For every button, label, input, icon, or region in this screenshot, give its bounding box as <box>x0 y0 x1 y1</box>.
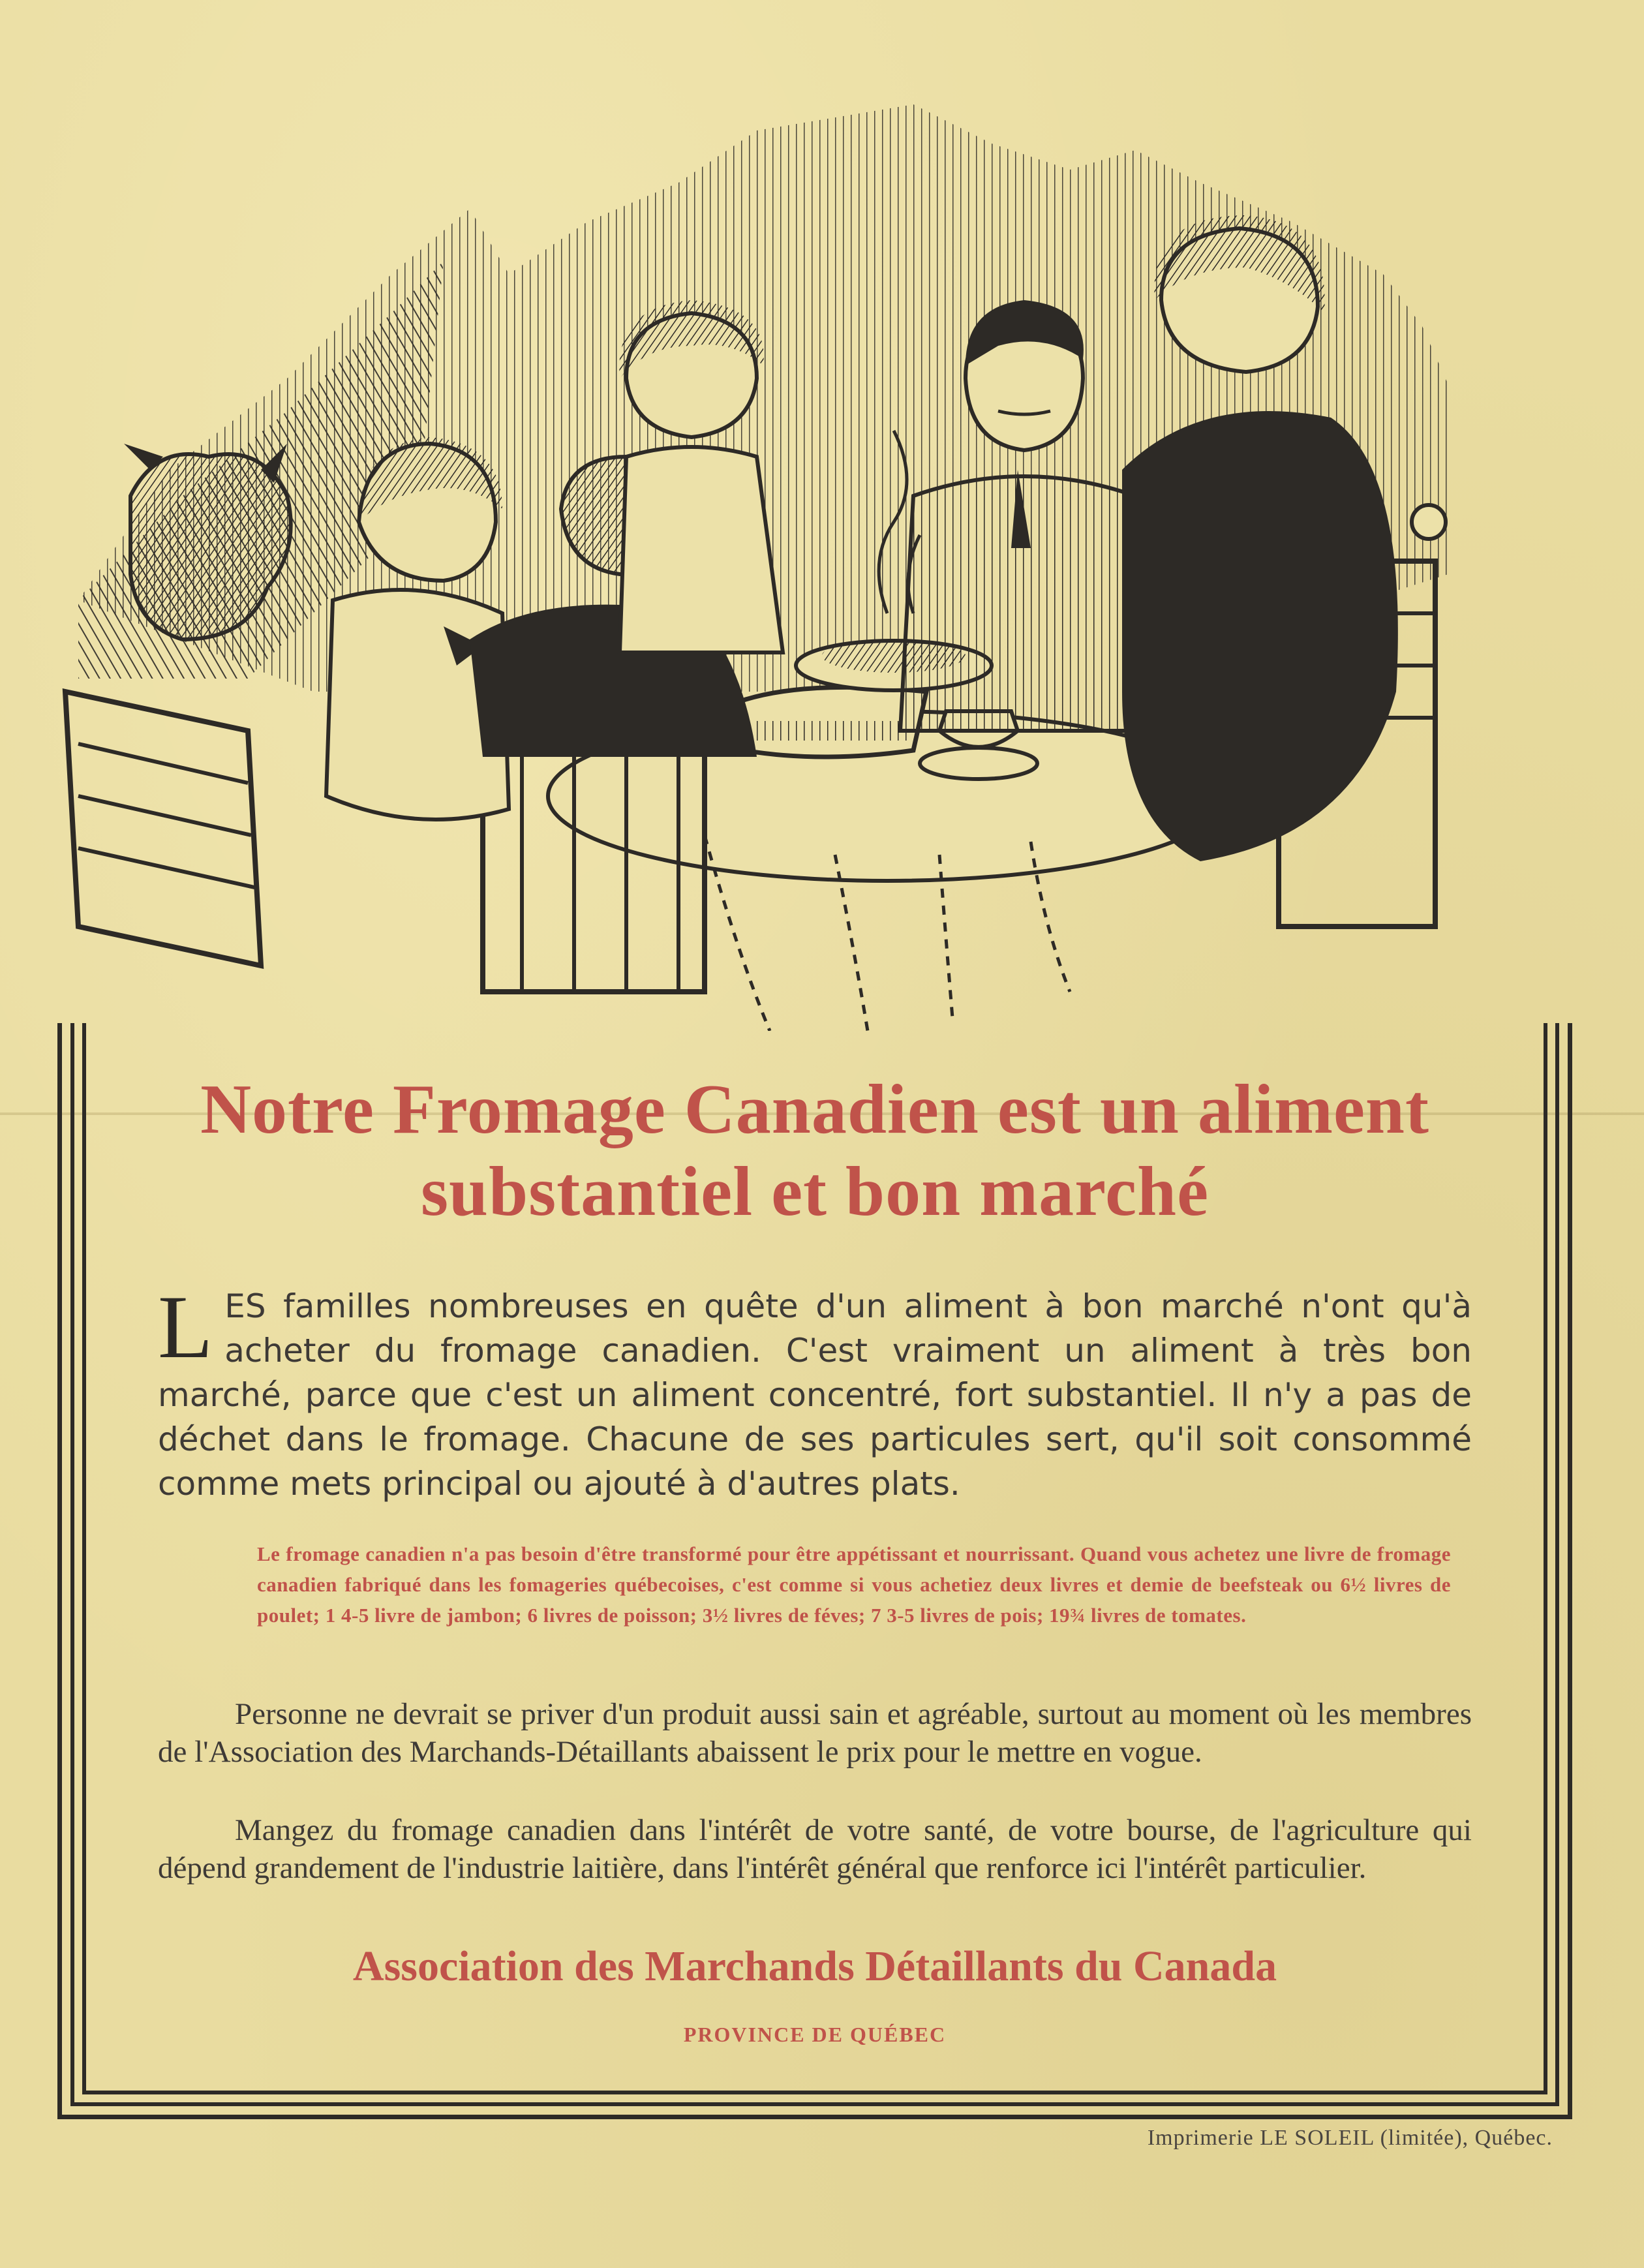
association-signature: Association des Marchands Détaillants du Canada <box>352 1942 1277 1990</box>
province-label: PROVINCE DE QUÉBEC <box>683 2023 947 2046</box>
printer-imprint: Imprimerie LE SOLEIL (limitée), Québec. <box>1147 2126 1553 2150</box>
body-paragraph-2: Personne ne devrait se priver d'un produit aussi sain et agréable, surtout au moment où les membres de l'Association des Marchands-Détaillants abaissent le prix pour le mettre en vogue. <box>158 1697 1472 1769</box>
title-line-2: substantiel et bon marché <box>420 1153 1210 1231</box>
comparison-paragraph: Le fromage canadien n'a pas besoin d'être transformé pour être appétissant et nourrissant. Quand vous achetez une livre de fromage canadien fabriqué dans les fomageries québecoises, c'est comme si vous achetiez deux livres et demie de beefsteak ou 6½ livres de poulet; 1 4-5 livre de jambon; 6 livres de poisson; 3½ livres de féves; 7 3-5 livres de pois; 19¾ livres de tomates. <box>257 1542 1451 1627</box>
body-paragraph-3: Mangez du fromage canadien dans l'intérêt de votre santé, de votre bourse, de l'agriculture qui dépend grandement de l'industrie laitière, dans l'intérêt général que renforce ici l'intérêt particulier. <box>158 1813 1472 1885</box>
family-dinner-illustration <box>52 104 1579 1031</box>
woman-serving-figure <box>619 300 783 652</box>
text-frame <box>57 1023 1572 2119</box>
intro-paragraph-text: ES familles nombreuses en quête d'un aliment à bon marché n'ont qu'à acheter du fromage canadien. C'est vraiment un aliment à très bon marché, parce que c'est un aliment concentré, fort substantiel. Il n'y a pas de déchet dans le fromage. Chacune de ses particules sert, qu'il soit consommé comme mets principal ou ajouté à d'autres plats. <box>158 1287 1472 1503</box>
title-line-1: Notre Fromage Canadien est un aliment <box>200 1071 1429 1148</box>
frame-content <box>100 1023 1529 2076</box>
drop-cap: L <box>158 1277 213 1377</box>
poster-title <box>100 1069 1529 1233</box>
intro-paragraph <box>158 1277 1472 1506</box>
